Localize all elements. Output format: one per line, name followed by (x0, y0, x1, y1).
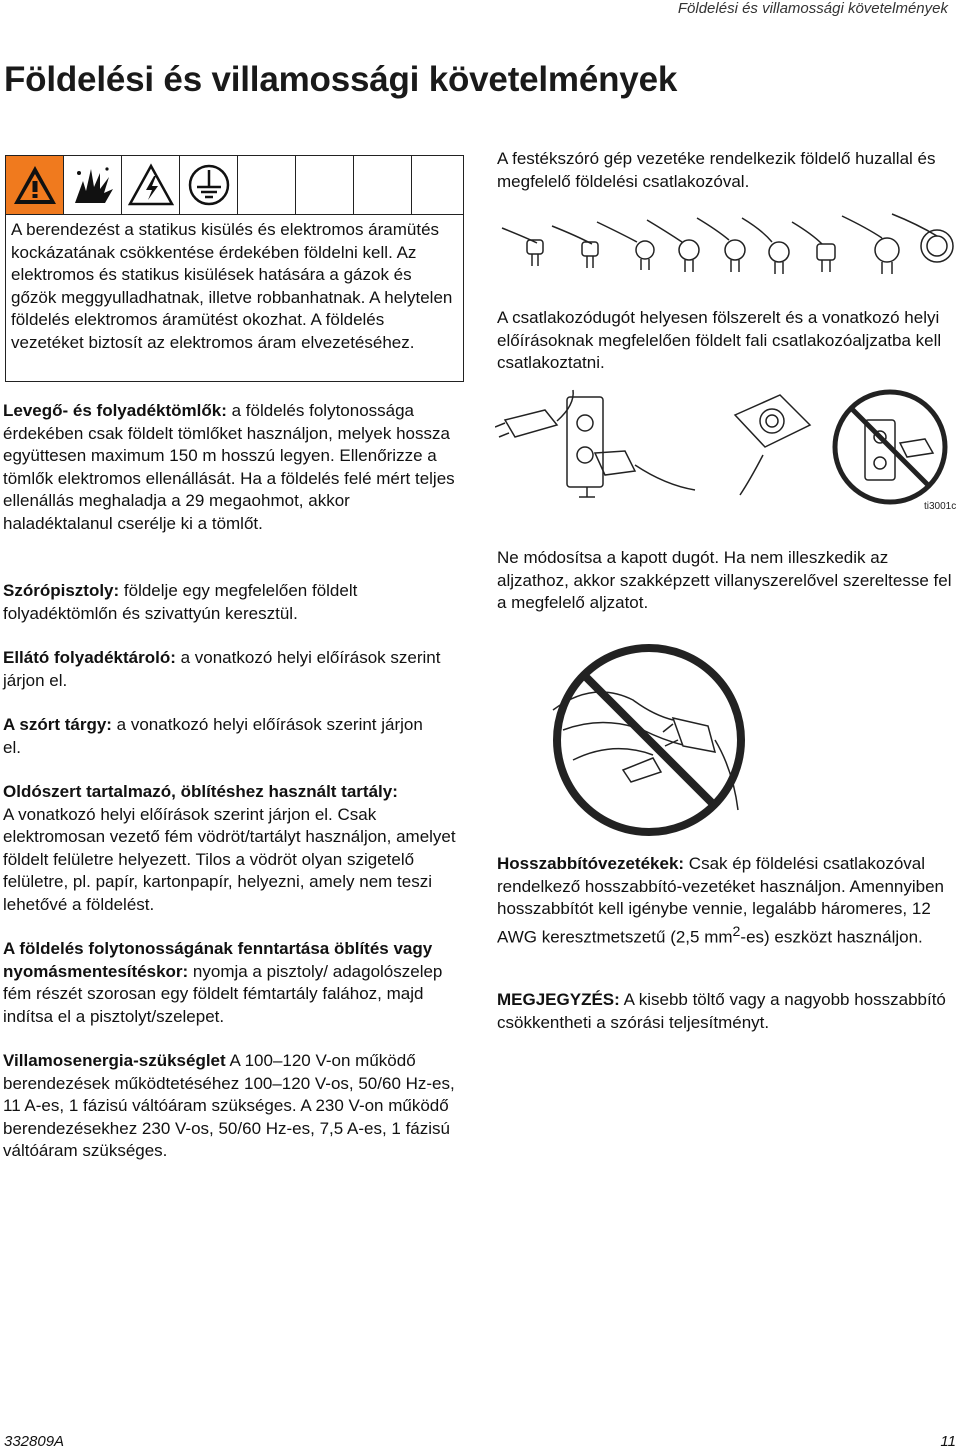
supply-text: a vonatkozó helyi előírások szerint járjon el. (3, 648, 441, 690)
prohibited-plug-modification-illustration (533, 640, 765, 840)
object-paragraph (3, 714, 443, 759)
warning-box (5, 155, 464, 382)
object-text: a vonatkozó helyi előírások szerint járjon el. (3, 715, 423, 757)
extension-label: Hosszabbítóvezetékek: (497, 854, 685, 873)
gun-text: földelje egy megfelelően földelt folyadéktömlőn és szivattyún keresztül. (3, 581, 358, 623)
object-label: A szórt tárgy: (3, 715, 112, 734)
hoses-paragraph (3, 400, 463, 536)
supply-paragraph (3, 647, 463, 692)
solvent-paragraph (3, 781, 463, 917)
outlet-illustration (495, 385, 960, 510)
warning-text: A berendezést a statikus kisülés és elektromos áramütés kockázatának csökkentése érdekében földelni kell. Az elektromos és statikus kisülések hatására a gázok és gőzök meggyulladhatnak, illetve robbanhatnak. A helytelen földelés elektromos áramütést okozhat. A földelés vezetéket biztosít az elektromos áram elvezetéséhez. (11, 220, 453, 352)
hoses-text: a földelés folytonossága érdekében csak földelt tömlőket használjon, melyek hossza együttesen maximum 150 m hosszú legyen. Ellenőrizze a tömlők elektromos ellenállását. Ha a földelés felé mért teljes ellenállás meghaladja a 29 megaohmot, akkor haladéktalanul cserélje ki a tömlőt. (3, 401, 455, 533)
warning-icon-row (6, 156, 463, 215)
plug-types-illustration (497, 208, 959, 288)
warning-triangle-icon (6, 156, 64, 214)
extension-paragraph (497, 853, 957, 949)
hoses-label: Levegő- és folyadéktömlők: (3, 401, 227, 420)
explosion-icon (64, 156, 122, 214)
power-text: A 100–120 V-on működő berendezések működtetéséhez 100–120 V-os, 50/60 Hz-es, 11 A-es, 1 fázisú váltóáram szükséges. A 230 V-on működő berendezésekhez 230 V-os, 50/60 Hz-es, 7,5 A-es, 1 fázisú váltóáram szükséges. (3, 1051, 455, 1161)
empty-icon-cell (238, 156, 296, 214)
continuity-text: nyomja a pisztoly/ adagolószelep fém részét szorosan egy földelt fémtartály falához, majd indítsa el a pisztolyt/szelepet. (3, 961, 443, 1026)
solvent-label: Oldószert tartalmazó, öblítéshez használt tartály: (3, 782, 398, 801)
doc-number: 332809A (4, 1433, 65, 1450)
empty-icon-cell (354, 156, 412, 214)
empty-icon-cell (296, 156, 354, 214)
plug-text: A csatlakozódugót helyesen fölszerelt és a vonatkozó helyi előírásoknak megfelelően földelt fali csatlakozóaljzatba kell csatlakoztatni. (497, 308, 942, 373)
continuity-label: A földelés folytonosságának fenntartása öblítés vagy nyomásmentesítéskor: (3, 939, 433, 981)
note-label: MEGJEGYZÉS: (497, 990, 620, 1009)
extension-text-a: Csak ép földelési csatlakozóval rendelkező hosszabbító-vezetéket használjon. Amennyiben hosszabbítót kell igénybe vennie, legalább háromeres, 12 AWG keresztmetszetű (2,5 mm (497, 854, 945, 947)
extension-sup: 2 (732, 923, 741, 940)
electric-shock-icon (122, 156, 180, 214)
page-number: 11 (940, 1433, 956, 1450)
ground-icon (180, 156, 238, 214)
continuity-paragraph (3, 938, 463, 1028)
page-title: Földelési és villamossági követelmények (4, 60, 678, 99)
modify-text: Ne módosítsa a kapott dugót. Ha nem illeszkedik az aljzathoz, akkor szakképzett villanyszerelővel szereltesse fel a megfelelő aljzatot. (497, 548, 952, 613)
supply-label: Ellátó folyadéktároló: (3, 648, 176, 667)
power-paragraph (3, 1050, 465, 1163)
extension-text-b: -es) eszközt használjon. (740, 927, 923, 947)
solvent-text: A vonatkozó helyi előírások szerint járjon el. Csak elektromosan vezető fém vödröt/tartályt használjon, amelyet földelt felületre helyezett. Tilos a vödröt olyan szigetelő felületre, pl. papír, kartonpapír, helyezni, amely nem teszi lehetővé a földelést. (3, 804, 456, 914)
note-paragraph (497, 989, 957, 1034)
power-label: Villamosenergia-szükséglet (3, 1051, 226, 1070)
note-text: A kisebb töltő vagy a nagyobb hosszabbító csökkentheti a szórási teljesítményt. (497, 990, 946, 1032)
figure-code: ti3001c (924, 501, 957, 512)
gun-label: Szórópisztoly: (3, 581, 120, 600)
gun-paragraph (3, 580, 463, 625)
cord-text: A festékszóró gép vezetéke rendelkezik földelő huzallal és megfelelő földelési csatlakozóval. (497, 149, 936, 191)
running-header: Földelési és villamossági követelmények (677, 0, 948, 17)
